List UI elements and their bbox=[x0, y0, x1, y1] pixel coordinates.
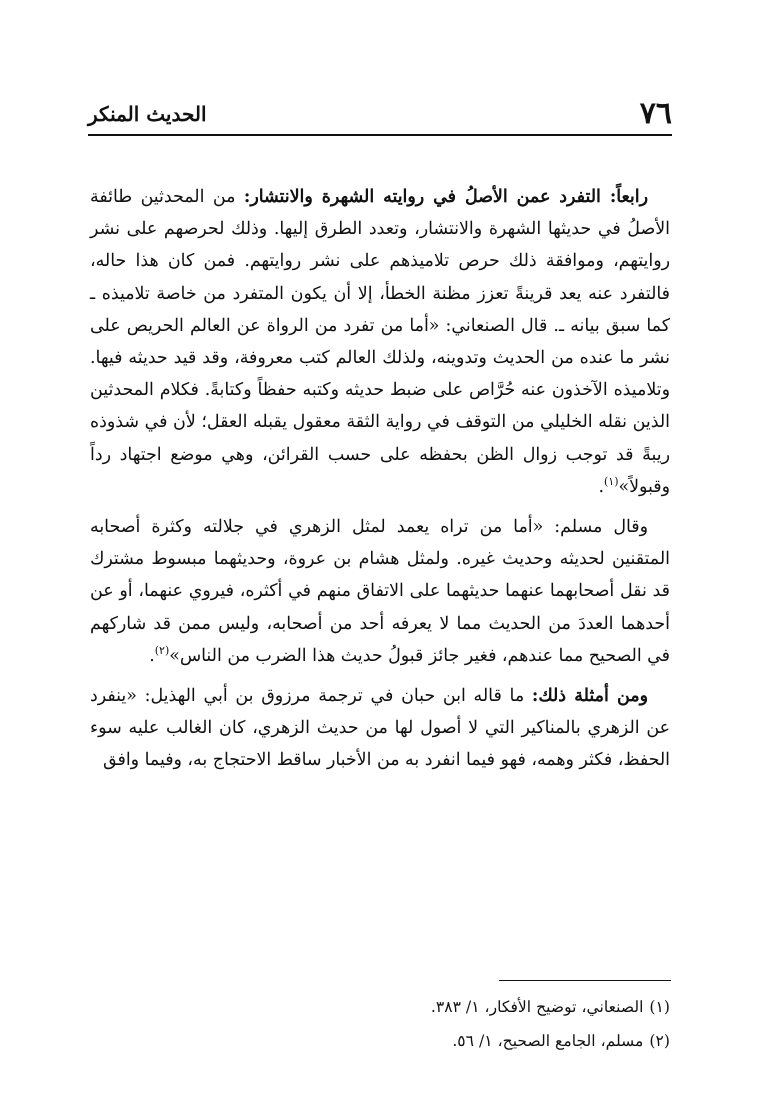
paragraph bbox=[90, 511, 670, 672]
footnote-text: مسلم، الجامع الصحيح، ١/ ٥٦. bbox=[452, 1032, 644, 1050]
footnote-ref: (١) bbox=[603, 475, 619, 489]
footnote-marker: (١) bbox=[649, 998, 670, 1016]
paragraph-tail: . bbox=[149, 645, 155, 666]
body-text bbox=[90, 181, 670, 777]
paragraph-tail: . bbox=[598, 476, 604, 497]
paragraph-text: ما قاله ابن حبان في ترجمة مرزوق بن أبي الهذيل: «ينفرد عن الزهري بالمناكير التي لا أصول لها من حديث الزهري، كان الغالب عليه سوء الحفظ، فكثر وهمه، فهو فيما انفرد به من الأخبار ساقط الاحتجاج به، وفيما وافق bbox=[90, 686, 670, 771]
footnote-marker: (٢) bbox=[649, 1032, 670, 1050]
paragraph-lead: ومن أمثلة ذلك: bbox=[531, 686, 649, 707]
footnotes bbox=[90, 990, 670, 1058]
running-title: الحديث المنكر bbox=[88, 102, 207, 126]
paragraph bbox=[90, 680, 670, 777]
footnote-text: الصنعاني، توضيح الأفكار، ١/ ٣٨٣. bbox=[430, 998, 644, 1016]
paragraph-text: من المحدثين طائفة الأصلُ في حديثها الشهرة والانتشار، وتعدد الطرق إليها. وذلك لحرصهم على نشر روايتهم، وموافقة ذلك حرص تلاميذهم على نشر روايتهم. فمن كان هذا حاله، فالتفرد عنه يعد قرينةً تعزز مظنة الخطأ، إلا أن يكون المتفرد من خاصة تلاميذه ـ كما سبق بيانه ـ. قال الصنعاني: «أما من تفرد من الرواة عن العالم الحريص على نشر ما عنده من الحديث وتدوينه، ولذلك العالم كتب معروفة، وقد قيد حديثه فيها. وتلاميذه الآخذون عنه حُرَّاص على ضبط حديثه وكتبه حفظاً وكتابةً. فكلام المحدثين الذين نقله الخليلي من التوقف في رواية الثقة معقول يقبله العقل؛ لأن في شذوذه ريبةً قد توجب زوال الظن بحفظه على حسب القرائن، وهي موضع اجتهاد رداً وقبولاً» bbox=[90, 187, 670, 497]
footnote bbox=[90, 1024, 670, 1058]
footnote-rule bbox=[499, 980, 671, 981]
paragraph-lead: رابعاً: التفرد عمن الأصلُ في روايته الشهرة والانتشار: bbox=[243, 187, 648, 207]
page-header bbox=[88, 96, 672, 132]
paragraph bbox=[90, 181, 670, 503]
footnote bbox=[90, 990, 670, 1024]
page-number: ٧٦ bbox=[639, 96, 672, 131]
paragraph-text: وقال مسلم: «أما من تراه يعمد لمثل الزهري في جلالته وكثرة أصحابه المتقنين لحديثه وحديث غيره. ولمثل هشام بن عروة، وحديثهما مبسوط مشترك قد نقل أصحابهما عنهما حديثهما على الاتفاق منهم في أكثره، فيروي عنهما، أو عن أحدهما العددَ من الحديث مما لا يعرفه أحد من أصحابه، وليس ممن قد شاركهم في الصحيح مما عندهم، فغير جائز قبولُ حديث هذا الضرب من الناس» bbox=[90, 517, 670, 666]
header-rule bbox=[88, 134, 672, 136]
footnote-ref: (٢) bbox=[154, 644, 170, 658]
